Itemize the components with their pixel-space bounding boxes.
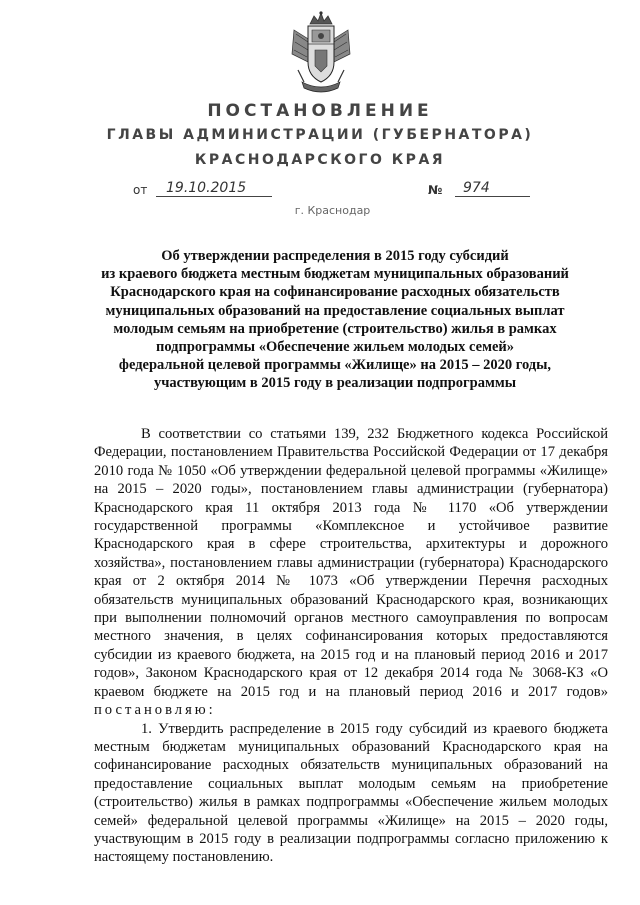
region-heading: КРАСНОДАРСКОГО КРАЯ [194,152,446,168]
issuer-heading: ГЛАВЫ АДМИНИСТРАЦИИ (ГУБЕРНАТОРА) [106,127,534,143]
document-date: 19.10.2015 [156,180,272,197]
title-line: участвующим в 2015 году в реализации подпрограммы [153,375,517,392]
number-prefix: № [428,183,443,197]
date-prefix: от [133,183,148,197]
title-line: молодым семьям на приобретение (строительство) жилья в рамках [113,320,557,337]
title-line: Об утверждении распределения в 2015 году субсидий [161,248,509,264]
krasnodar-coat-of-arms-icon [288,10,354,94]
clause-1-paragraph: 1. Утвердить распределение в 2015 году субсидий из краевого бюджета местным бюджетам муниципальных образований Краснодарского края на софинансирование расходных обязательств муниципальных образований на предоставление социальных выплат молодым семьям на приобретение (строительство) жилья в рамках подпрограммы «Обеспечение жильем молодых семей» федеральной целевой программы «Жилище» на 2015 – 2020 годы, участвующим в 2015 году в реализации подпрограммы согласно приложению к настоящему постановлению. [94,720,608,866]
city-label: г. Краснодар [294,204,371,217]
title-line: Краснодарского края на софинансирование расходных обязательств [110,284,560,301]
preamble-text: В соответствии со статьями 139, 232 Бюджетного кодекса Российской Федерации, постановлением Правительства Российской Федерации от 17 декабря 2010 года № 1050 «Об утверждении федеральной целевой программы «Жилище» на 2015 – 2020 годы», постановлением главы администрации (губернатора) Краснодарского края 11 октября 2013 года № 1170 «Об утверждении государственной программы «Комплексное и устойчивое развитие Краснодарского края в сфере строительства, архитектуры и дорожного хозяйства», постановлением главы администрации (губернатора) Краснодарского края от 2 октября 2014 № 1073 «Об утверждении Перечня расходных обязательств муниципальных образований Краснодарского края, возникающих при выполнении полномочий органов местного самоуправления по вопросам местного значения, в целях софинансирования которых предоставляются субсидии из краевого бюджета, на 2015 год и на плановый период 2016 и 2017 годов», Законом Краснодарского края от 12 декабря 2014 года № 3068-КЗ «О краевом бюджете на 2015 год и на плановый период 2016 и 2017 годов» [94,426,608,700]
preamble-paragraph [94,425,608,720]
title-line: муниципальных образований на предоставление социальных выплат [105,302,565,319]
resolve-keyword: постановляю: [94,702,216,719]
title-line: федеральной целевой программы «Жилище» на 2015 – 2020 годы, [118,357,552,374]
document-title [96,247,574,393]
document-number: 974 [455,180,530,197]
document-type-heading: ПОСТАНОВЛЕНИЕ [207,101,433,121]
title-line: из краевого бюджета местным бюджетам муниципальных образований [101,266,569,283]
title-line: подпрограммы «Обеспечение жильем молодых семей» [155,339,515,356]
document-body [94,425,608,867]
